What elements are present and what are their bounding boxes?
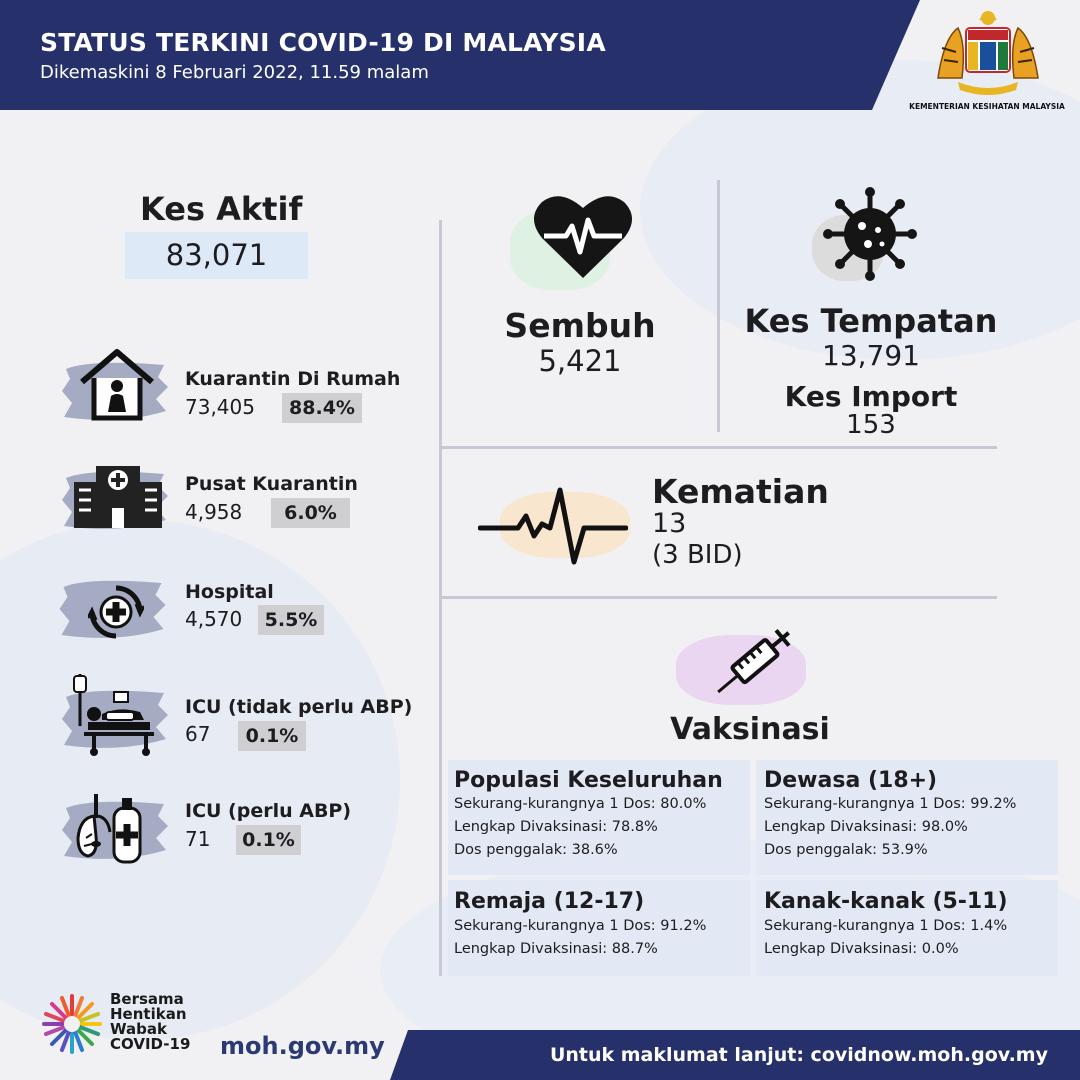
category-label: Pusat Kuarantin bbox=[185, 473, 358, 495]
campaign-line: COVID-19 bbox=[110, 1035, 191, 1053]
vaksinasi-label: Vaksinasi bbox=[670, 712, 830, 747]
updated-timestamp: Dikemaskini 8 Februari 2022, 11.59 malam bbox=[40, 62, 429, 83]
category-label: ICU (perlu ABP) bbox=[185, 800, 352, 822]
heartbeat-line-icon bbox=[478, 486, 628, 566]
ministry-name: KEMENTERIAN KESIHATAN MALAYSIA bbox=[909, 102, 1065, 111]
home-quarantine-icon bbox=[78, 348, 156, 422]
category-label: Kuarantin Di Rumah bbox=[185, 368, 401, 390]
sembuh-label: Sembuh bbox=[504, 306, 656, 345]
more-info-link[interactable]: Untuk maklumat lanjut: covidnow.moh.gov.my bbox=[549, 1044, 1048, 1066]
divider-horizontal bbox=[441, 446, 997, 449]
page-title: STATUS TERKINI COVID-19 DI MALAYSIA bbox=[40, 28, 606, 57]
kes-import-label: Kes Import bbox=[784, 380, 958, 413]
vaccination-stat: Sekurang-kurangnya 1 Dos: 99.2% bbox=[764, 796, 1017, 812]
vaccination-group-title: Dewasa (18+) bbox=[764, 768, 938, 793]
campaign-logo-icon bbox=[40, 992, 104, 1056]
website-link[interactable]: moh.gov.my bbox=[220, 1032, 385, 1060]
vaccination-group-title: Populasi Keseluruhan bbox=[454, 768, 723, 793]
vaccination-stat: Sekurang-kurangnya 1 Dos: 80.0% bbox=[454, 796, 707, 812]
campaign-line: Bersama bbox=[110, 990, 184, 1008]
vaccination-group-title: Remaja (12-17) bbox=[454, 889, 645, 914]
hospital-icon bbox=[88, 584, 144, 640]
kematian-value: 13 bbox=[652, 508, 687, 539]
quarantine-center-icon bbox=[70, 460, 166, 530]
category-percent: 5.5% bbox=[258, 605, 324, 635]
divider-horizontal bbox=[441, 596, 997, 599]
category-percent: 88.4% bbox=[282, 393, 362, 423]
kes-tempatan-value: 13,791 bbox=[822, 339, 920, 372]
vaccination-stat: Dos penggalak: 53.9% bbox=[764, 842, 928, 858]
kes-aktif-value: 83,071 bbox=[165, 238, 268, 272]
category-label: Hospital bbox=[185, 581, 274, 603]
kes-import-value: 153 bbox=[846, 410, 896, 440]
icu-bed-icon bbox=[70, 670, 162, 758]
malaysia-crest-icon bbox=[928, 8, 1048, 98]
vaccination-group-title: Kanak-kanak (5-11) bbox=[764, 889, 1008, 914]
campaign-line: Hentikan bbox=[110, 1005, 187, 1023]
kes-tempatan-label: Kes Tempatan bbox=[744, 302, 998, 340]
kematian-label: Kematian bbox=[652, 472, 829, 511]
vaccination-stat: Lengkap Divaksinasi: 0.0% bbox=[764, 941, 959, 957]
sembuh-value: 5,421 bbox=[538, 344, 622, 378]
vaccination-stat: Lengkap Divaksinasi: 98.0% bbox=[764, 819, 968, 835]
campaign-text bbox=[110, 992, 190, 1052]
divider-vertical bbox=[717, 180, 720, 432]
vaccination-stat: Sekurang-kurangnya 1 Dos: 1.4% bbox=[764, 918, 1008, 934]
category-percent: 6.0% bbox=[271, 498, 350, 528]
vaccination-stat: Lengkap Divaksinasi: 88.7% bbox=[454, 941, 658, 957]
category-label: ICU (tidak perlu ABP) bbox=[185, 696, 413, 718]
kematian-bid: (3 BID) bbox=[652, 540, 743, 570]
category-percent: 0.1% bbox=[238, 721, 306, 751]
vaccination-stat: Sekurang-kurangnya 1 Dos: 91.2% bbox=[454, 918, 707, 934]
category-value: 71 bbox=[185, 827, 211, 851]
kes-aktif-label: Kes Aktif bbox=[140, 190, 303, 228]
heart-pulse-icon bbox=[532, 190, 634, 282]
category-value: 73,405 bbox=[185, 395, 255, 419]
category-value: 67 bbox=[185, 722, 211, 746]
syringe-icon bbox=[712, 620, 802, 704]
category-value: 4,570 bbox=[185, 607, 243, 631]
vaccination-stat: Lengkap Divaksinasi: 78.8% bbox=[454, 819, 658, 835]
category-percent: 0.1% bbox=[236, 825, 301, 855]
virus-icon bbox=[822, 186, 918, 282]
vaccination-stat: Dos penggalak: 38.6% bbox=[454, 842, 618, 858]
category-value: 4,958 bbox=[185, 500, 243, 524]
lungs-oxygen-icon bbox=[74, 788, 146, 866]
campaign-line: Wabak bbox=[110, 1020, 167, 1038]
